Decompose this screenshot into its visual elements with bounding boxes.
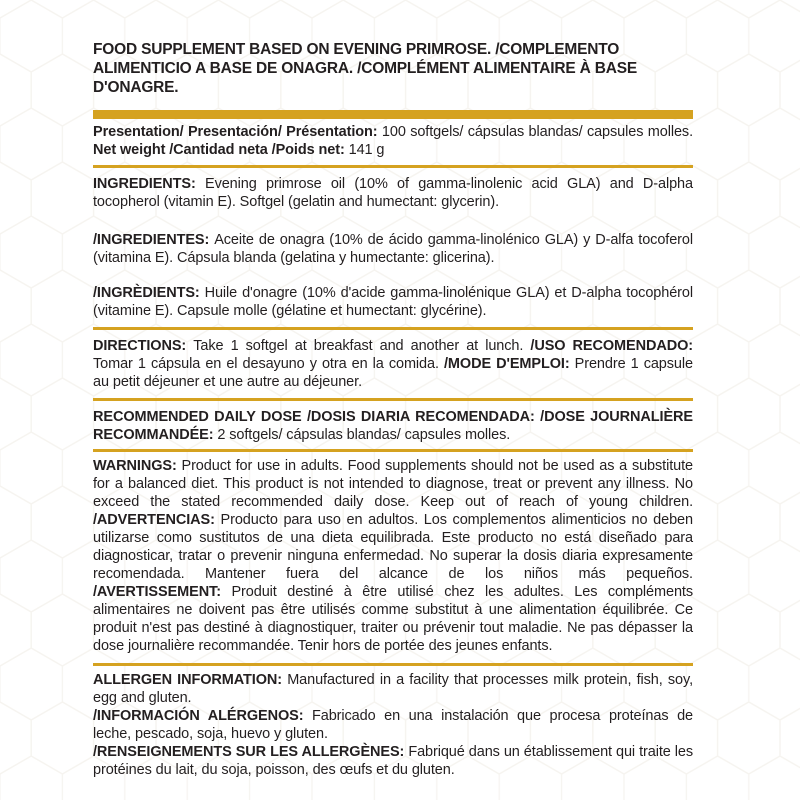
ingredientes-es-text: Aceite de onagra (10% de ácido gamma-linolénico GLA) y D-alfa tocoferol (vitamina E). Cápsula blanda (gelatina y humectante: glicerina). <box>93 232 693 266</box>
advertencias-es-heading: /ADVERTENCIAS: <box>93 512 221 528</box>
presentation-text: 141 g <box>348 142 385 158</box>
directions-text: Tomar 1 cápsula en el desayuno y otra en la comida. <box>93 356 444 372</box>
alergenos-es-text: Fabricado en una instalación que procesa proteínas de leche, pescado, soja, huevo y gluten. <box>93 708 694 742</box>
allergen-en-heading: ALLERGEN INFORMATION: <box>93 672 288 688</box>
presentation <box>93 123 693 159</box>
avertissement-fr-heading: /AVERTISSEMENT: <box>93 584 232 600</box>
label-sections <box>93 110 693 779</box>
rule-2 <box>93 327 693 330</box>
rule-4 <box>93 449 693 452</box>
allergen-en-text: Manufactured in a facility that processes milk protein, fish, soy, egg and gluten. <box>93 672 693 706</box>
directions <box>93 337 693 391</box>
warnings-en-text: Product for use in adults. Food supplements should not be used as a substitute for a balanced diet. This product is not intended to diagnose, treat or prevent any illness. No exceed the stated recommended daily dose. Keep out of reach of young children. <box>93 458 694 510</box>
allergenes-fr-heading: /RENSEIGNEMENTS SUR LES ALLERGÈNES: <box>93 744 409 760</box>
avertissement-fr-text: Produit destiné à être utilisé chez les adultes. Les compléments alimentaires ne doivent pas être utilisés comme substitut à une alimentation équilibrée. Ce produit n'est pas destiné à diagnostiquer, traiter ou prévenir tout maladie. Ne pas dépasser la dose journalière recommandée. Tenir hors de portée des jeunes enfants. <box>93 584 694 654</box>
presentation-heading: Presentation/ Presentación/ Présentation: <box>93 124 382 140</box>
warnings-en <box>93 457 693 511</box>
rule-1 <box>93 165 693 168</box>
allergenes-fr <box>93 743 693 779</box>
recommended-dose-text: 2 softgels/ cápsulas blandas/ capsules molles. <box>217 427 511 443</box>
ingredients-en-text: Evening primrose oil (10% of gamma-linolenic acid GLA) and D-alpha tocopherol (vitamin E). Softgel (gelatin and humectant: glycerin). <box>93 176 693 210</box>
divider-bar <box>93 110 693 119</box>
presentation-text: 100 softgels/ cápsulas blandas/ capsules molles. <box>381 124 693 140</box>
avertissement-fr <box>93 583 693 655</box>
recommended-dose <box>93 408 693 444</box>
advertencias-es-text: Producto para uso en adultos. Los complementos alimenticios no deben utilizarse como sustitutos de una dieta equilibrada. Este producto no está diseñado para diagnosticar, tratar o prevenir ninguna enfermedad. No superar la dosis diaria expresamente recomendada. Mantener fuera del alcance de los niños más pequeños. <box>93 512 693 582</box>
alergenos-es-heading: /INFORMACIÓN ALÉRGENOS: <box>93 708 312 724</box>
advertencias-es <box>93 511 693 583</box>
ingredientes-es <box>93 231 693 267</box>
supplement-label <box>93 40 693 779</box>
alergenos-es <box>93 707 693 743</box>
presentation-heading: Net weight /Cantidad neta /Poids net: <box>93 142 349 158</box>
allergen-en <box>93 671 693 707</box>
recommended-dose-heading: RECOMMENDED DAILY DOSE /DOSIS DIARIA RECOMENDADA: /DOSE JOURNALIÈRE RECOMMANDÉE: <box>93 409 693 443</box>
directions-heading: DIRECTIONS: <box>93 338 194 354</box>
label-title: FOOD SUPPLEMENT BASED ON EVENING PRIMROSE. /COMPLEMENTO ALIMENTICIO A BASE DE ONAGRA. /COMPLÉMENT ALIMENTAIRE À BASE D'ONAGRE. <box>93 41 637 96</box>
directions-text: Prendre 1 capsule au petit déjeuner et une autre au déjeuner. <box>93 356 693 390</box>
allergenes-fr-text: Fabriqué dans un établissement qui traite les protéines du lait, du soja, poisson, des œufs et du gluten. <box>93 744 693 778</box>
rule-3 <box>93 398 693 401</box>
ingredients-en-heading: INGREDIENTS: <box>93 176 205 192</box>
ingredientes-es-heading: /INGREDIENTES: <box>93 232 215 248</box>
rule-5 <box>93 663 693 666</box>
directions-heading: /USO RECOMENDADO: <box>530 338 693 354</box>
ingredients-fr-text: Huile d'onagre (10% d'acide gamma-linolénique GLA) et D-alpha tocophérol (vitamine E). Capsule molle (gélatine et humectant: glycérine). <box>93 285 693 319</box>
ingredients-en <box>93 175 693 211</box>
ingredients-fr <box>93 284 693 320</box>
directions-text: Take 1 softgel at breakfast and another at lunch. <box>193 338 531 354</box>
warnings-en-heading: WARNINGS: <box>93 458 182 474</box>
ingredients-fr-heading: /INGRÈDIENTS: <box>93 285 205 301</box>
directions-heading: /MODE D'EMPLOI: <box>444 356 575 372</box>
